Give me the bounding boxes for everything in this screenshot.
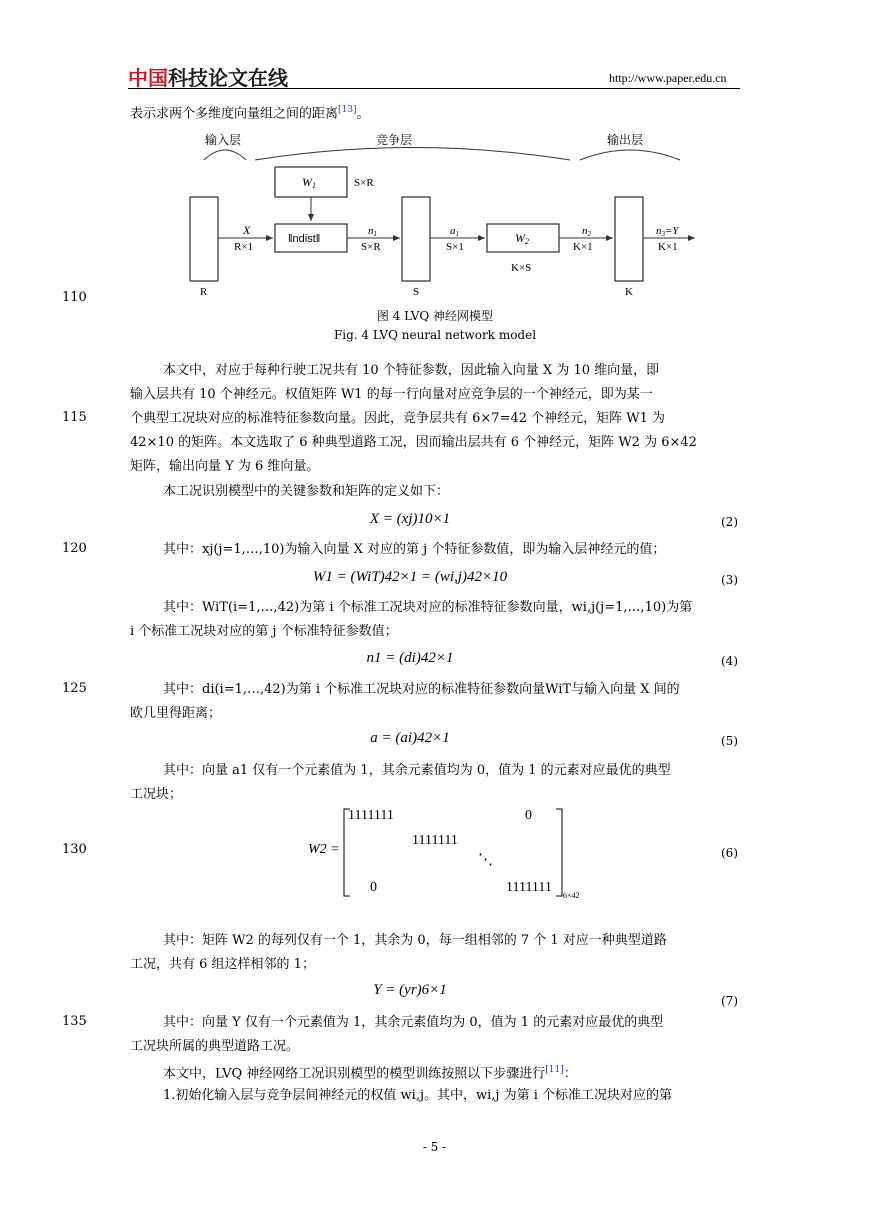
para-line: 输入层共有 10 个神经元。权值矩阵 W1 的每一行向量对应竞争层的一个神经元，即为某一 — [130, 387, 653, 402]
n3-dim: K×1 — [658, 241, 678, 253]
n3-label: n3=Y — [656, 225, 679, 238]
matrix-row2: 1111111 — [412, 833, 458, 848]
header-rule — [128, 88, 740, 89]
line-number: 135 — [62, 1014, 87, 1029]
output-brace — [580, 150, 680, 160]
page-number: - 5 - — [422, 1140, 447, 1154]
matrix-dimension: 6×42 — [563, 891, 580, 900]
equation-number: (7) — [721, 994, 738, 1008]
n2-dim: K×1 — [573, 241, 593, 253]
header-url[interactable]: http://www.paper.edu.cn — [609, 71, 727, 85]
compete-brace — [255, 148, 570, 161]
input-brace — [204, 150, 246, 160]
para-line: 其中：矩阵 W2 的每列仅有一个 1，其余为 0，每一组相邻的 7 个 1 对应一种典型道路 — [163, 933, 667, 948]
x-dim: R×1 — [234, 241, 254, 253]
para-text: ： — [563, 1066, 577, 1082]
para-line: 本工况识别模型中的关键参数和矩阵的定义如下： — [163, 484, 450, 499]
equation-7: Y = (yr)6×1 — [373, 982, 447, 998]
lvq-diagram — [130, 125, 740, 305]
matrix-row1: 1111111 — [348, 808, 394, 823]
w2-label: W2 — [515, 231, 529, 246]
para-line: 其中：WiT(i=1,…,42)为第 i 个标准工况块对应的标准特征参数向量，wi,j(j=1,…,10)为第 — [163, 600, 693, 615]
equation-number: (6) — [721, 846, 738, 860]
layer-compete-label: 竞争层 — [376, 133, 413, 147]
equation-4: n1 = (di)42×1 — [366, 650, 454, 666]
para-line: 本文中，对应于每种行驶工况共有 10 个特征参数，因此输入向量 X 为 10 维向量，即 — [163, 363, 660, 378]
equation-number: (5) — [721, 734, 738, 748]
matrix-zero-top-right: 0 — [525, 808, 532, 823]
layer-output-label: 输出层 — [607, 133, 644, 147]
equation-number: (3) — [721, 573, 738, 587]
para-line: i 个标准工况块对应的第 j 个标准特征参数值； — [130, 624, 398, 639]
box-k-label: K — [625, 286, 633, 298]
a1-label: a1 — [450, 225, 459, 238]
output-layer-box — [615, 197, 643, 281]
n1-dim: S×R — [361, 241, 381, 253]
n2-label: n2 — [582, 225, 591, 238]
figure-caption-cn: 图 4 LVQ 神经网模型 — [376, 309, 494, 323]
line-number: 125 — [62, 681, 87, 696]
logo-dark-text: 科技论文在线 — [168, 66, 288, 90]
para-line: 其中：xj(j=1,…,10)为输入向量 X 对应的第 j 个特征参数值，即为输入层神经元的值； — [163, 542, 666, 557]
w1-label: W1 — [302, 175, 316, 190]
box-r-label: R — [200, 286, 208, 298]
x-label: X — [243, 223, 251, 237]
matrix-zero-bottom-left: 0 — [370, 880, 377, 895]
matrix-right-bracket — [552, 805, 582, 900]
logo-red-text: 中国 — [128, 66, 168, 90]
para-line: 工况，共有 6 组这样相邻的 1； — [130, 957, 315, 972]
matrix-lhs: W2 = — [308, 842, 340, 857]
equation-3: W1 = (WiT)42×1 = (wi,j)42×10 — [312, 569, 508, 585]
para-line: 工况块； — [130, 787, 183, 802]
para-line: 矩阵，输出向量 Y 为 6 维向量。 — [130, 459, 320, 474]
para-line: 其中：di(i=1,…,42)为第 i 个标准工况块对应的标准特征参数向量WiT与输入向量 X 间的 — [163, 682, 680, 697]
a1-dim: S×1 — [446, 241, 464, 253]
para-line: 个典型工况块对应的标准特征参数向量。因此，竞争层共有 6×7=42 个神经元，矩阵 W1 为 — [130, 411, 666, 426]
line-number: 115 — [62, 410, 87, 425]
para-line: 42×10 的矩阵。本文选取了 6 种典型道路工况，因而输出层共有 6 个神经元，矩阵 W2 为 6×42 — [130, 435, 697, 450]
intro-text: 表示求两个多维度向量组之间的距离 — [130, 106, 339, 122]
equation-2: X = (xj)10×1 — [369, 511, 451, 527]
w1-dim: S×R — [354, 177, 374, 189]
para-line: 1.初始化输入层与竞争层间神经元的权值 wi,j。其中，wi,j 为第 i 个标准工况块对应的第 — [163, 1088, 672, 1103]
para-line: 其中：向量 Y 仅有一个元素值为 1，其余元素值均为 0，值为 1 的元素对应最优的典型 — [163, 1015, 664, 1030]
ndist-label: ‖ndist‖ — [288, 233, 321, 245]
box-s-label: S — [413, 286, 420, 298]
equation-number: (4) — [721, 654, 738, 668]
matrix-row3: 1111111 — [506, 880, 552, 895]
n1-label: n1 — [368, 225, 377, 238]
intro-line — [130, 100, 740, 124]
matrix-dots: ⋱ — [478, 852, 493, 868]
layer-input-label: 输入层 — [205, 133, 242, 147]
para-line: 工况块所属的典型道路工况。 — [130, 1039, 300, 1054]
equation-5: a = (ai)42×1 — [370, 730, 450, 746]
equation-number: (2) — [721, 515, 738, 529]
line-number: 120 — [62, 541, 87, 556]
journal-logo — [128, 62, 288, 91]
para-line: 其中：向量 a1 仅有一个元素值为 1，其余元素值均为 0，值为 1 的元素对应最优的典型 — [163, 763, 671, 778]
figure-caption-en: Fig. 4 LVQ neural network model — [333, 328, 537, 342]
para-line: 欧几里得距离； — [130, 706, 222, 721]
line-number: 110 — [62, 290, 87, 305]
input-layer-box — [190, 197, 218, 281]
line-number: 130 — [62, 842, 87, 857]
intro-end: 。 — [356, 106, 370, 122]
reference-link[interactable]: [11] — [545, 1065, 564, 1075]
para-line — [130, 1060, 740, 1084]
para-text: 本文中，LVQ 神经网络工况识别模型的模型训练按照以下步骤进行 — [163, 1066, 546, 1082]
compete-layer-box — [402, 197, 430, 281]
intro-ref[interactable]: [13] — [338, 105, 357, 115]
w2-dim: K×S — [511, 262, 532, 274]
